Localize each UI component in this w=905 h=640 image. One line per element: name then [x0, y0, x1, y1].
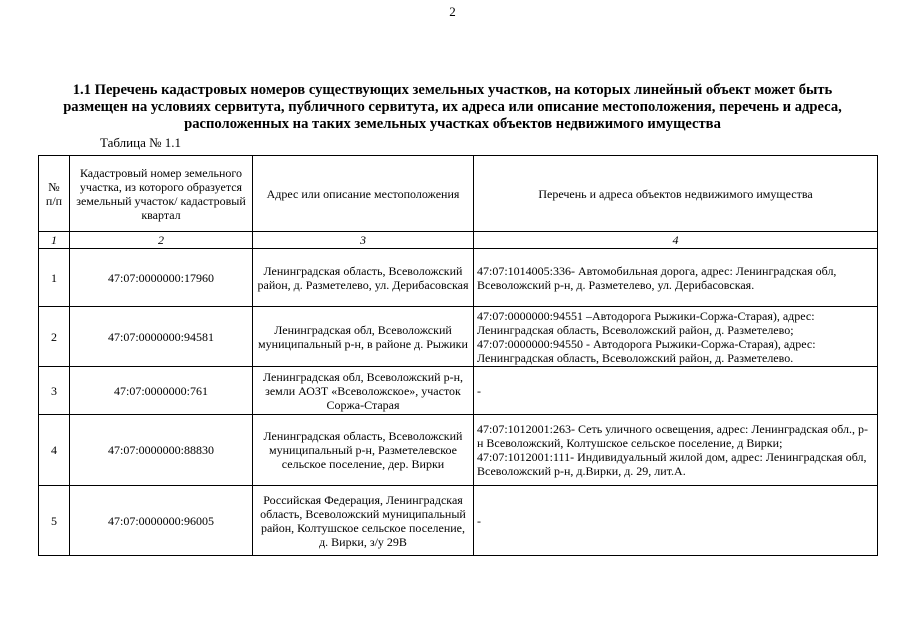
- row-cadastral: 47:07:0000000:761: [70, 367, 253, 415]
- column-index: 3: [253, 232, 474, 249]
- row-objects: 47:07:0000000:94551 –Автодорога Рыжики-Соржа-Старая), адрес: Ленинградская область, Всеволожский район, д. Разметелево; 47:07:0000000:94550 - Автодорога Рыжики-Соржа-Старая), адрес: Ленинградская область, Всеволожский район, д. Разметелево.: [474, 307, 878, 367]
- row-cadastral: 47:07:0000000:17960: [70, 249, 253, 307]
- table-row: [39, 367, 878, 415]
- row-cadastral: 47:07:0000000:94581: [70, 307, 253, 367]
- row-num: 3: [39, 367, 70, 415]
- row-cadastral: 47:07:0000000:88830: [70, 415, 253, 486]
- header-num: № п/п: [39, 156, 70, 232]
- header-cadastral: Кадастровый номер земельного участка, из которого образуется земельный участок/ кадастровый квартал: [70, 156, 253, 232]
- table-row: [39, 249, 878, 307]
- row-num: 4: [39, 415, 70, 486]
- column-index: 2: [70, 232, 253, 249]
- header-objects: Перечень и адреса объектов недвижимого имущества: [474, 156, 878, 232]
- row-cadastral: 47:07:0000000:96005: [70, 486, 253, 556]
- row-address: Ленинградская обл, Всеволожский муниципальный р-н, в районе д. Рыжики: [253, 307, 474, 367]
- table-row: [39, 486, 878, 556]
- row-objects: 47:07:1014005:336- Автомобильная дорога, адрес: Ленинградская обл, Всеволожский р-н, д. Разметелево, ул. Дерибасовская.: [474, 249, 878, 307]
- row-address: Российская Федерация, Ленинградская область, Всеволожский муниципальный район, Колтушское сельское поселение, д. Вирки, з/у 29В: [253, 486, 474, 556]
- row-objects: 47:07:1012001:263- Сеть уличного освещения, адрес: Ленинградская обл., р-н Всеволожский, Колтушское сельское поселение, д Вирки; 47:07:1012001:111- Индивидуальный жилой дом, адрес: Ленинградская обл, Всеволожский р-н, д.Вирки, д. 29, лит.А.: [474, 415, 878, 486]
- row-objects: -: [474, 367, 878, 415]
- document-title: 1.1 Перечень кадастровых номеров существующих земельных участков, на которых линейный объект может быть размещен на условиях сервитута, публичного сервитута, их адреса или описание местоположения, перечень и адреса, расположенных на таких земельных участках объектов недвижимого имущества: [63, 82, 842, 132]
- table-row: [39, 415, 878, 486]
- table-caption: Таблица № 1.1: [100, 135, 182, 150]
- table-row: [39, 307, 878, 367]
- column-index: 1: [39, 232, 70, 249]
- row-num: 5: [39, 486, 70, 556]
- row-num: 2: [39, 307, 70, 367]
- row-address: Ленинградская область, Всеволожский район, д. Разметелево, ул. Дерибасовская: [253, 249, 474, 307]
- row-address: Ленинградская обл, Всеволожский р-н, земли АОЗТ «Всеволожское», участок Соржа-Старая: [253, 367, 474, 415]
- cadastral-table: [38, 155, 878, 556]
- row-num: 1: [39, 249, 70, 307]
- column-index-row: [39, 232, 878, 249]
- table-header-row: [39, 156, 878, 232]
- row-objects: -: [474, 486, 878, 556]
- header-address: Адрес или описание местоположения: [253, 156, 474, 232]
- page-number: 2: [449, 4, 456, 19]
- column-index: 4: [474, 232, 878, 249]
- row-address: Ленинградская область, Всеволожский муниципальный р-н, Разметелевское сельское поселение, дер. Вирки: [253, 415, 474, 486]
